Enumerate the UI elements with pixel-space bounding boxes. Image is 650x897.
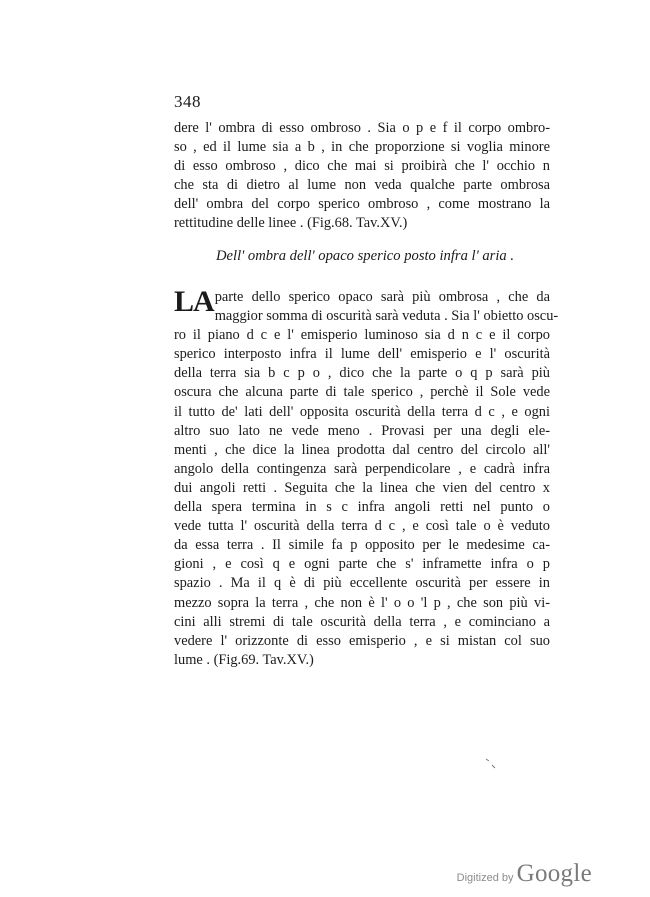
text-line: da essa terra . Il simile fa p opposito per le medesime ca- <box>174 537 550 554</box>
section-heading: Dell' ombra dell' opaco sperico posto infra l' aria . <box>216 248 514 264</box>
text-line-content: parte dello sperico opaco sarà più ombrosa , che da <box>214 289 550 305</box>
text-line: lume . (Fig.69. Tav.XV.) <box>174 651 314 668</box>
paragraph-1 <box>174 119 550 234</box>
text-line: dui angoli retti . Seguita che la linea che vien del centro x <box>174 479 550 496</box>
text-line: angolo della contingenza sarà perpendicolare , e cadrà infra <box>174 460 550 477</box>
paragraph-2 <box>174 285 559 670</box>
text-line: che sta di dietro al lume non veda qualche parte ombrosa <box>174 177 550 194</box>
ink-speck-mark <box>484 757 500 773</box>
text-line: della spera termina in s c infra angoli retti nel punto o <box>174 499 550 516</box>
text-line: maggior somma di oscurità sarà veduta . Sia l' obietto oscu- <box>214 308 559 325</box>
page-number: 348 <box>174 92 201 111</box>
text-line: oscura che alcuna parte di tale sperico , perchè il Sole vede <box>174 384 550 401</box>
text-line: mezzo sopra la terra , che non è l' o o 'l p , che son più vi- <box>174 594 550 611</box>
text-line: altro suo lato ne vede meno . Provasi per una degli ele- <box>174 422 550 439</box>
text-line: della terra sia b c p o , dico che la parte o q p sarà più <box>174 365 550 382</box>
drop-cap: LA <box>174 285 214 318</box>
text-line: dell' ombra del corpo sperico ombroso , come mostrano la <box>174 196 550 213</box>
text-line: cini alli stremi di tale oscurità della terra , e cominciano a <box>174 613 550 630</box>
text-line: dere l' ombra di esso ombroso . Sia o p e f il corpo ombro- <box>174 120 550 136</box>
text-line: sperico interposto infra il lume dell' emisperio e l' oscurità <box>174 346 550 363</box>
text-line: spazio . Ma il q è di più eccellente oscurità per essere in <box>174 575 550 592</box>
google-logo-text: Google <box>516 860 592 887</box>
text-line: gioni , e così q e ogni parte che s' inframette infra o p <box>174 556 550 573</box>
text-line: vedere l' orizzonte di esso emisperio , e si mistan col suo <box>174 632 550 649</box>
text-line: ro il piano d c e l' emisperio luminoso sia d n c e il corpo <box>174 327 550 344</box>
text-line: so , ed il lume sia a b , in che proporzione si voglia minore <box>174 139 550 156</box>
text-line: menti , che dice la linea prodotta dal centro del circolo all' <box>174 441 550 458</box>
text-line: il tutto de' lati dell' opposita oscurità della terra d c , e ogni <box>174 403 550 420</box>
digitized-by-google-watermark <box>457 860 592 888</box>
digitized-label: Digitized by <box>456 872 514 884</box>
text-line: di esso ombroso , dico che mai si proibirà che l' occhio n <box>174 158 550 175</box>
text-line: vede tutta l' oscurità della terra d c , e così tale o è veduto <box>174 518 550 535</box>
text-line: rettitudine delle linee . (Fig.68. Tav.XV.) <box>174 215 408 232</box>
